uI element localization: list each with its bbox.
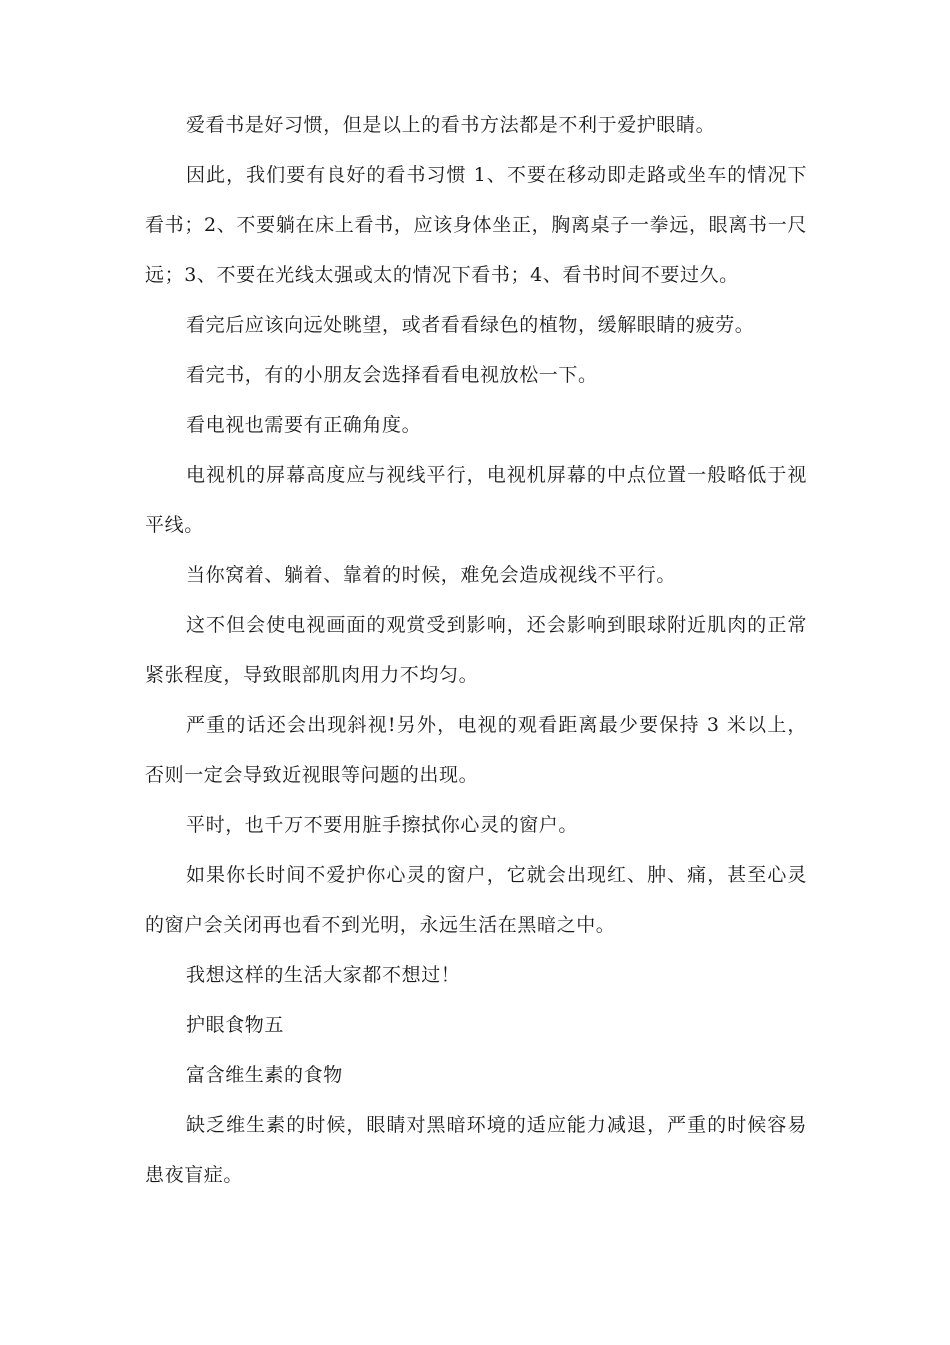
paragraph: 缺乏维生素的时候，眼睛对黑暗环境的适应能力减退，严重的时候容易患夜盲症。 (145, 1114, 807, 1186)
paragraph: 电视机的屏幕高度应与视线平行，电视机屏幕的中点位置一般略低于视平线。 (145, 464, 807, 536)
paragraph: 严重的话还会出现斜视!另外，电视的观看距离最少要保持 3 米以上，否则一定会导致近视眼等问题的出现。 (145, 714, 807, 786)
paragraph: 我想这样的生活大家都不想过！ (186, 964, 461, 986)
paragraph: 看完后应该向远处眺望，或者看看绿色的植物，缓解眼睛的疲劳。 (186, 314, 755, 336)
document-body (145, 100, 807, 1200)
paragraph: 如果你长时间不爱护你心灵的窗户，它就会出现红、肿、痛，甚至心灵的窗户会关闭再也看不到光明，永远生活在黑暗之中。 (145, 864, 807, 936)
paragraph: 当你窝着、躺着、靠着的时候，难免会造成视线不平行。 (186, 564, 677, 586)
paragraph: 看完书，有的小朋友会选择看看电视放松一下。 (186, 364, 598, 386)
section-heading: 护眼食物五 (186, 1014, 285, 1036)
paragraph: 看电视也需要有正确角度。 (186, 414, 422, 436)
paragraph: 爱看书是好习惯，但是以上的看书方法都是不利于爱护眼睛。 (186, 114, 716, 136)
paragraph: 平时，也千万不要用脏手擦拭你心灵的窗户。 (186, 814, 579, 836)
paragraph: 这不但会使电视画面的观赏受到影响，还会影响到眼球附近肌肉的正常紧张程度，导致眼部肌肉用力不均匀。 (145, 614, 807, 686)
subsection-heading: 富含维生素的食物 (186, 1064, 343, 1086)
paragraph: 因此，我们要有良好的看书习惯 1、不要在移动即走路或坐车的情况下看书；2、不要躺在床上看书，应该身体坐正，胸离桌子一拳远，眼离书一尺远；3、不要在光线太强或太的情况下看书；4、看书时间不要过久。 (145, 164, 807, 286)
